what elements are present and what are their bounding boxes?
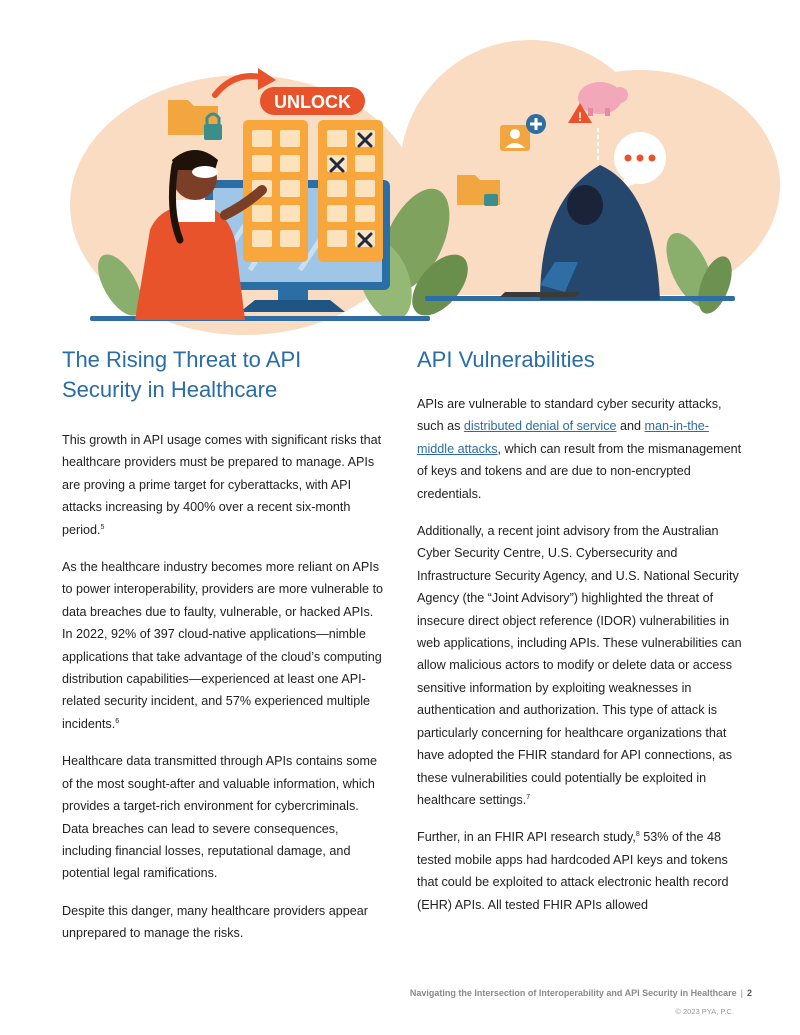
right-paragraph-1 bbox=[417, 393, 742, 505]
right-paragraph-2 bbox=[417, 520, 742, 811]
left-p1-text: This growth in API usage comes with significant risks that healthcare providers must be prepared to manage. APIs are proving a prime target for cyberattacks, with API attacks increasing by 400% over a recent six-month period. bbox=[62, 433, 382, 537]
right-p3-text-b: 53% of the 48 tested mobile apps had hardcoded API keys and tokens that could be exploited to attack electronic health record (EHR) APIs. All tested FHIR APIs allowed bbox=[417, 830, 729, 912]
left-paragraph-4: Despite this danger, many healthcare providers appear unprepared to manage the risks. bbox=[62, 903, 368, 941]
page-footer bbox=[410, 988, 752, 998]
right-p1-text-b: and bbox=[616, 419, 645, 434]
right-p2-text: Additionally, a recent joint advisory from the Australian Cyber Security Centre, U.S. Cybersecurity and Infrastructure Security Agency, and U.S. National Security Agency (the “Joint Advisory”) highlighted the threat of insecure direct object reference (IDOR) vulnerabilities in web applications, including APIs. These vulnerabilities can allow malicious actors to modify or delete data or access sensitive information by exploiting weaknesses in authentication and authorization. This type of attack is particularly concerning for healthcare organizations that have adopted the FHIR standard for API connections, as these vulnerabilities could potentially be exploited in healthcare settings. bbox=[417, 524, 742, 807]
right-heading: API Vulnerabilities bbox=[417, 347, 595, 372]
right-p1-text-a: APIs are vulnerable to standard cyber security attacks, such as bbox=[417, 397, 722, 434]
footer-title: Navigating the Intersection of Interoperability and API Security in Healthcare bbox=[409, 988, 737, 998]
ddos-link[interactable]: distributed denial of service bbox=[463, 419, 617, 434]
right-paragraph-3 bbox=[417, 826, 742, 916]
footnote-ref: 6 bbox=[115, 717, 120, 725]
left-paragraph-1 bbox=[62, 429, 384, 541]
left-p2-text: As the healthcare industry becomes more reliant on APIs to power interoperability, providers are more vulnerable to data breaches due to faulty, vulnerable, or hacked APIs. In 2022, 92% of 397 cloud-native applications—nimble applications that take advantage of the cloud’s computing distribution capabilities—experienced at least one API-related security incident, and 57% experienced multiple incidents. bbox=[62, 560, 384, 731]
footer-separator: | bbox=[740, 988, 743, 998]
mitm-link[interactable]: man-in-the-middle attacks bbox=[417, 419, 709, 456]
left-paragraph-2 bbox=[62, 556, 384, 735]
footnote-ref: 8 bbox=[635, 831, 640, 839]
unlock-label: UNLOCK bbox=[274, 92, 351, 112]
page-number: 2 bbox=[746, 988, 752, 998]
right-column bbox=[417, 345, 742, 931]
footnote-ref: 7 bbox=[526, 793, 531, 801]
left-column bbox=[62, 345, 384, 960]
footnote-ref: 5 bbox=[100, 523, 105, 531]
right-p3-text-a: Further, in an FHIR API research study, bbox=[417, 830, 636, 845]
unlock-badge bbox=[260, 87, 365, 115]
user-cards-left bbox=[243, 120, 308, 262]
user-cards-right bbox=[318, 120, 383, 262]
hero-illustration bbox=[0, 0, 800, 340]
left-paragraph-3: Healthcare data transmitted through APIs contains some of the most sought-after and valuable information, which provides a target-rich environment for cybercriminals. Data breaches can lead to severe consequences, including financial losses, reputational damage, and potential legal ramifications. bbox=[62, 754, 378, 881]
right-p1-text-c: , which can result from the mismanagement of keys and tokens and are due to non-encrypted credentials. bbox=[417, 441, 742, 501]
copyright: © 2023 PYA, P.C. bbox=[675, 1007, 734, 1016]
svg-text:!: ! bbox=[578, 110, 582, 124]
left-heading: The Rising Threat to API Security in Healthcare bbox=[62, 347, 302, 402]
locked-folder-icon bbox=[168, 100, 222, 140]
